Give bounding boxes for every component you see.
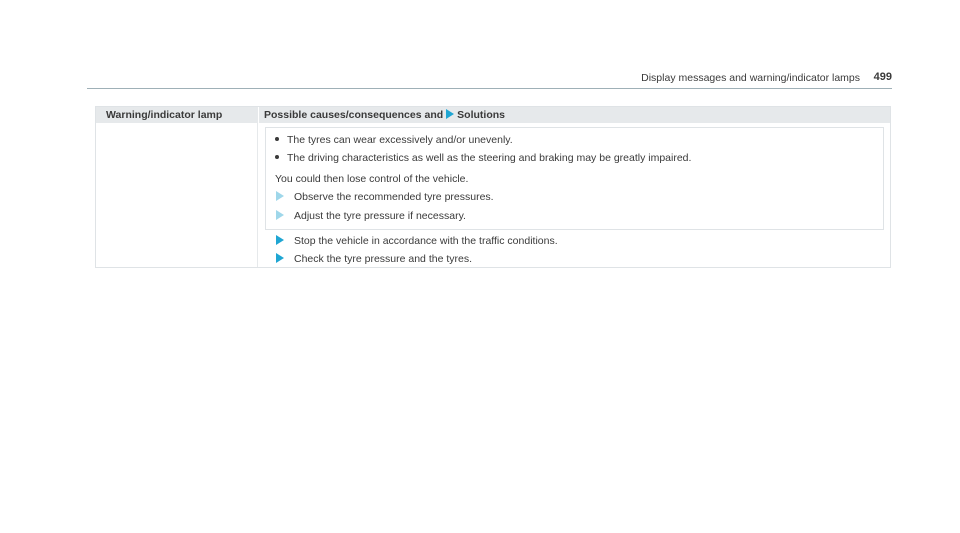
bullet-icon <box>275 137 279 141</box>
instruction-step <box>276 235 558 247</box>
column-divider <box>257 107 259 267</box>
instruction-step <box>276 191 494 203</box>
column-header-causes <box>264 109 505 121</box>
arrow-right-icon <box>446 109 454 119</box>
page-number: 499 <box>873 71 892 83</box>
step-text: Adjust the tyre pressure if necessary. <box>294 210 466 222</box>
step-text: Stop the vehicle in accordance with the traffic conditions. <box>294 235 558 247</box>
page-header <box>87 70 892 89</box>
warning-table <box>95 106 891 268</box>
bullet-text: The tyres can wear excessively and/or unevenly. <box>287 134 513 146</box>
warning-paragraph: You could then lose control of the vehicle. <box>275 173 469 185</box>
list-item <box>275 134 513 146</box>
bullet-text: The driving characteristics as well as the steering and braking may be greatly impaired. <box>287 152 692 164</box>
step-text: Observe the recommended tyre pressures. <box>294 191 494 203</box>
arrow-right-icon <box>276 191 284 201</box>
list-item <box>275 152 691 164</box>
instruction-step <box>276 253 472 265</box>
header-title: Display messages and warning/indicator lamps <box>641 72 860 84</box>
column-header-solutions: Solutions <box>457 109 506 121</box>
bullet-icon <box>275 155 279 159</box>
warning-box <box>265 127 884 230</box>
instruction-step <box>276 210 466 222</box>
column-header-causes-prefix: Possible causes/consequences and <box>264 109 444 121</box>
step-text: Check the tyre pressure and the tyres. <box>294 253 473 265</box>
column-header-lamp: Warning/indicator lamp <box>106 109 223 121</box>
arrow-right-icon <box>276 235 284 245</box>
table-header-row <box>96 107 890 123</box>
arrow-right-icon <box>276 253 284 263</box>
arrow-right-icon <box>276 210 284 220</box>
